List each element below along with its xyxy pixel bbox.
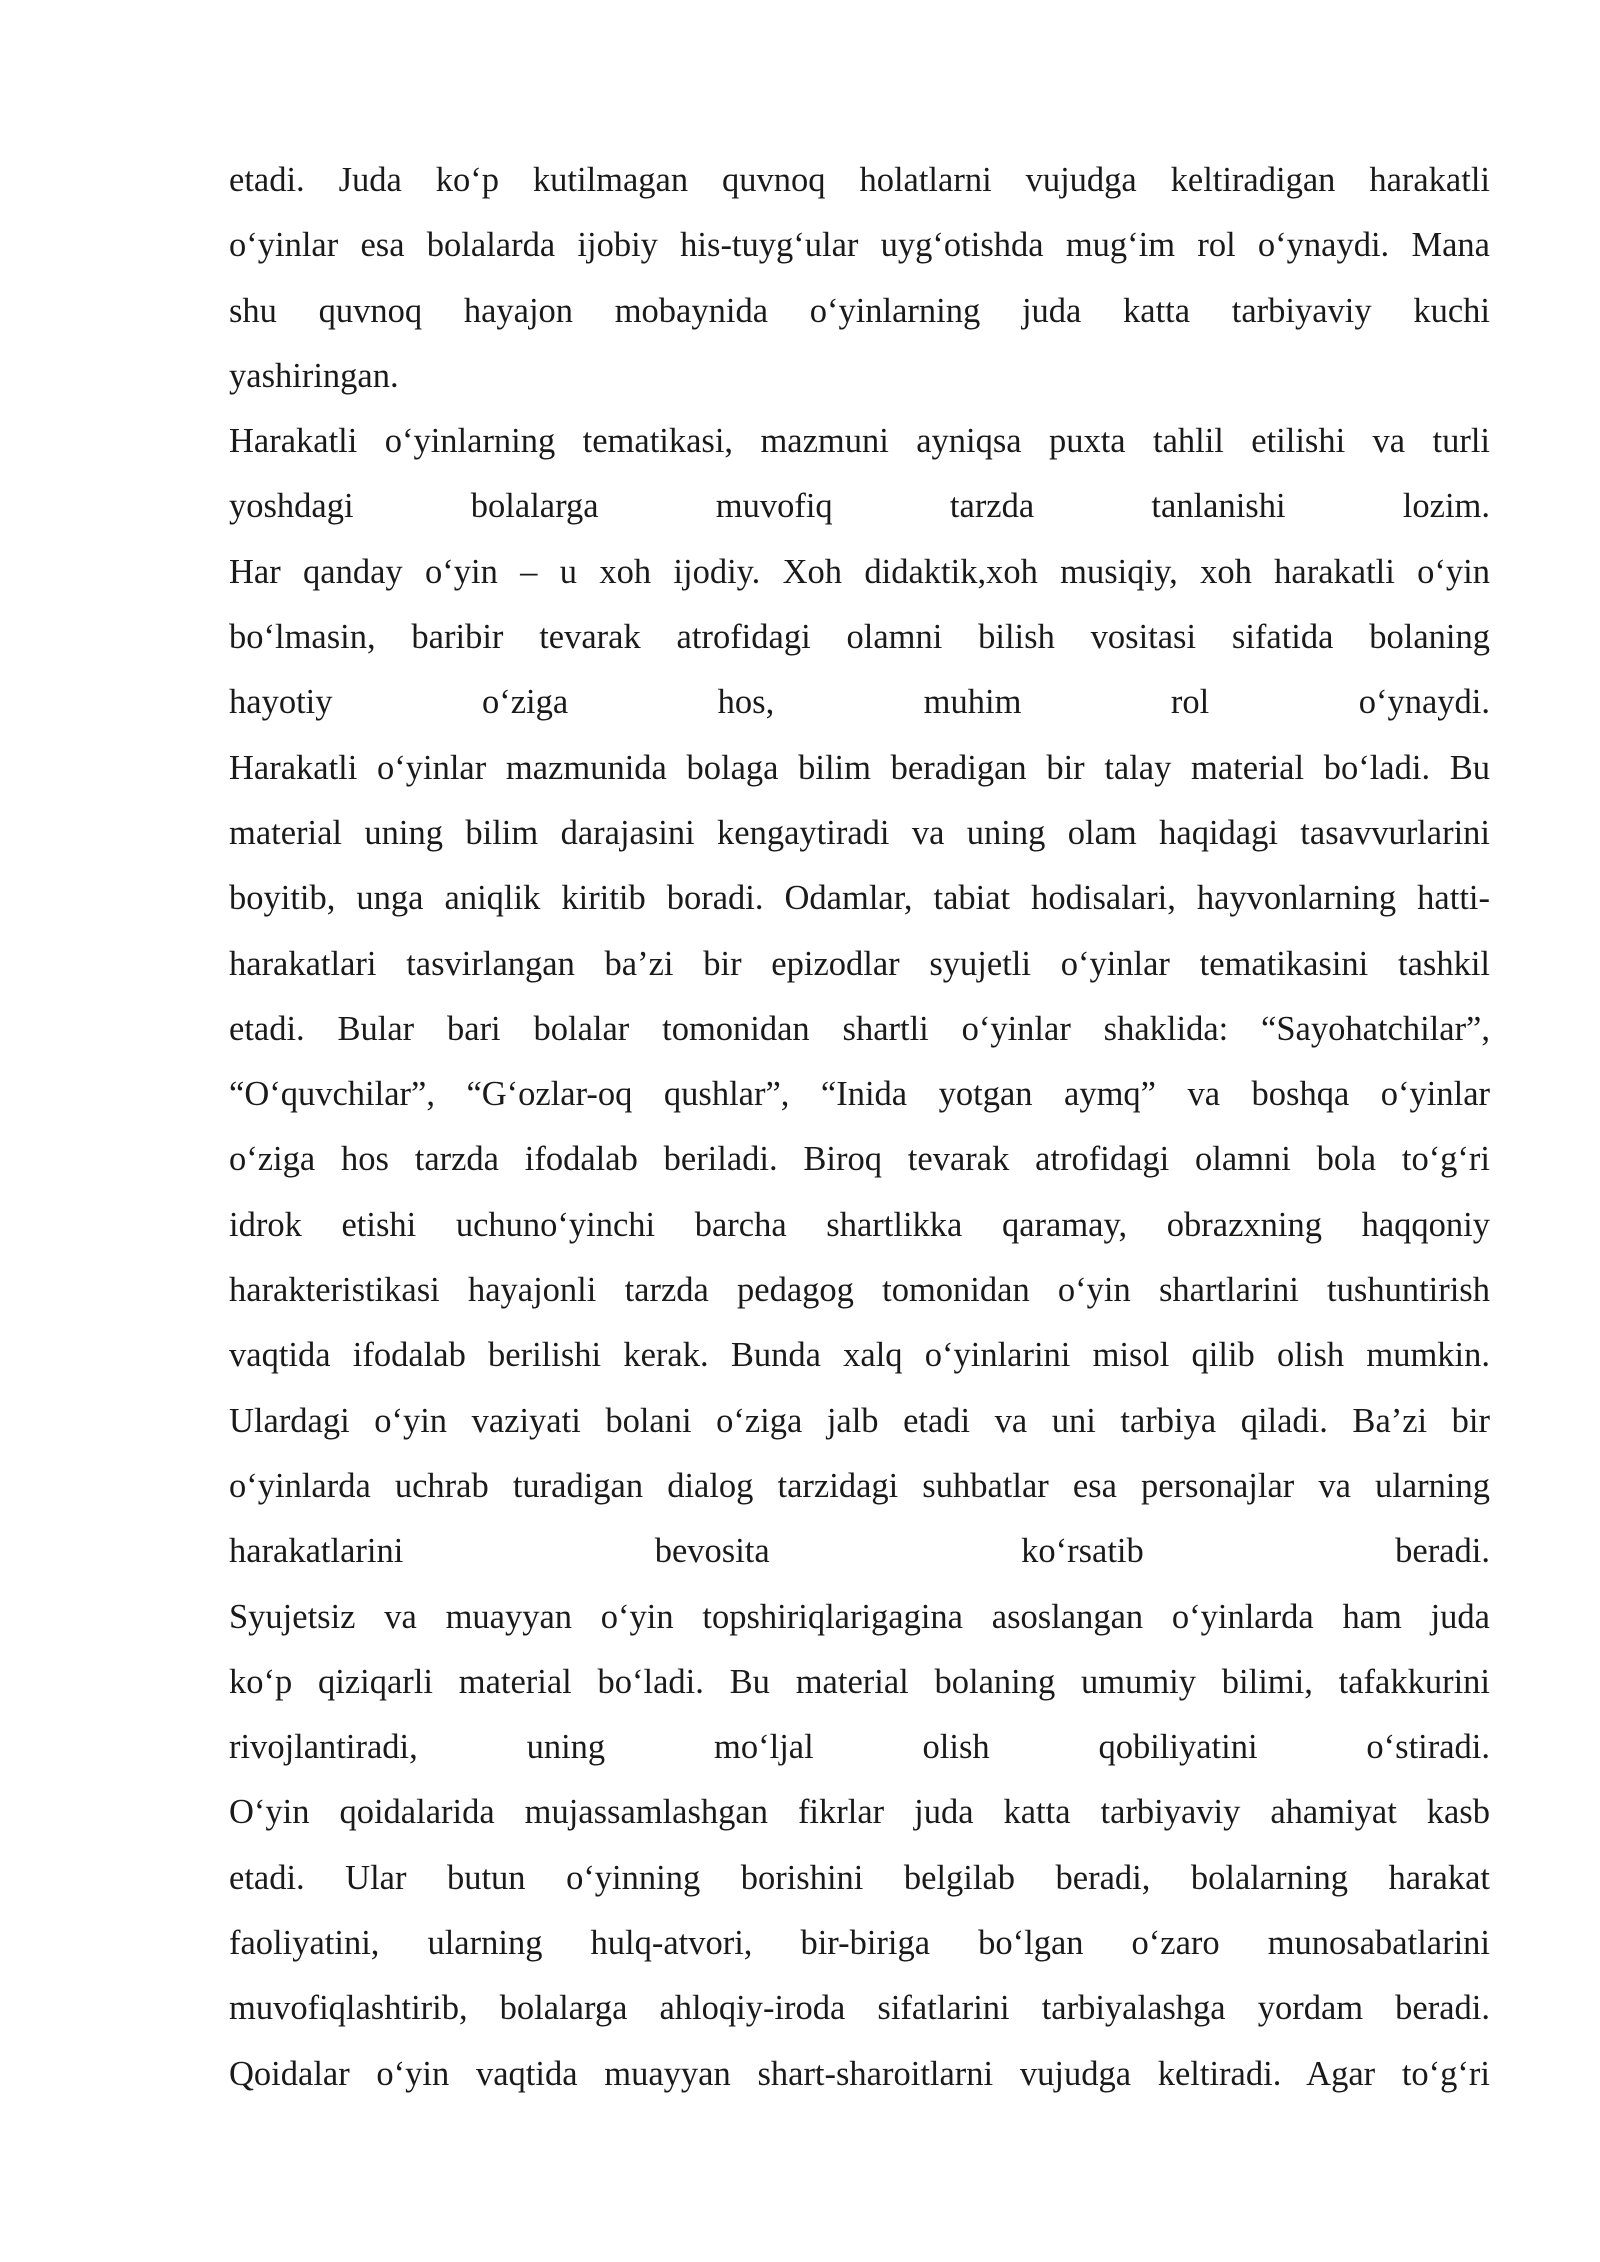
- text-line: Qoidalar o‘yin vaqtida muayyan shart-sharoitlarni vujudga keltiradi. Agar to‘g‘ri: [229, 2054, 1490, 2093]
- text-line: vaqtida ifodalab berilishi kerak. Bunda xalq o‘yinlarini misol qilib olish mumkin.: [229, 1336, 1490, 1375]
- text-line: yashiringan.: [229, 356, 399, 395]
- text-line: yoshdagi bolalarga muvofiq tarzda tanlanishi lozim.: [229, 487, 1490, 526]
- text-line: material uning bilim darajasini kengaytiradi va uning olam haqidagi tasavvurlarini: [229, 813, 1490, 852]
- text-line: harakatlarini bevosita ko‘rsatib beradi.: [229, 1532, 1490, 1571]
- text-line: o‘yinlar esa bolalarda ijobiy his-tuyg‘ular uyg‘otishda mug‘im rol o‘ynaydi. Mana: [229, 226, 1490, 265]
- text-line: Harakatli o‘yinlar mazmunida bolaga bilim beradigan bir talay material bo‘ladi. Bu: [229, 748, 1490, 787]
- text-line: muvofiqlashtirib, bolalarga ahloqiy-iroda sifatlarini tarbiyalashga yordam beradi.: [229, 1989, 1490, 2028]
- text-line: rivojlantiradi, uning mo‘ljal olish qobiliyatini o‘stiradi.: [229, 1728, 1490, 1767]
- text-line: faoliyatini, ularning hulq-atvori, bir-biriga bo‘lgan o‘zaro munosabatlarini: [229, 1924, 1490, 1963]
- text-line: shu quvnoq hayajon mobaynida o‘yinlarning juda katta tarbiyaviy kuchi: [229, 291, 1490, 330]
- body-text: [229, 148, 1490, 2107]
- text-line: etadi. Ular butun o‘yinning borishini belgilab beradi, bolalarning harakat: [229, 1858, 1490, 1897]
- text-line: etadi. Juda ko‘p kutilmagan quvnoq holatlarni vujudga keltiradigan harakatli: [229, 161, 1490, 199]
- text-line: hayotiy o‘ziga hos, muhim rol o‘ynaydi.: [229, 683, 1490, 722]
- text-line: harakteristikasi hayajonli tarzda pedagog tomonidan o‘yin shartlarini tushuntirish: [229, 1271, 1490, 1310]
- text-line: “O‘quvchilar”, “G‘ozlar-oq qushlar”, “Inida yotgan aymq” va boshqa o‘yinlar: [229, 1075, 1490, 1114]
- text-line: Syujetsiz va muayyan o‘yin topshiriqlarigagina asoslangan o‘yinlarda ham juda: [229, 1597, 1490, 1636]
- text-line: bo‘lmasin, baribir tevarak atrofidagi olamni bilish vositasi sifatida bolaning: [229, 618, 1490, 657]
- text-line: Harakatli o‘yinlarning tematikasi, mazmuni ayniqsa puxta tahlil etilishi va turli: [229, 422, 1490, 461]
- text-line: boyitib, unga aniqlik kiritib boradi. Odamlar, tabiat hodisalari, hayvonlarning hatti-: [229, 879, 1490, 918]
- text-line: ko‘p qiziqarli material bo‘ladi. Bu material bolaning umumiy bilimi, tafakkurini: [229, 1662, 1490, 1701]
- text-line: o‘yinlarda uchrab turadigan dialog tarzidagi suhbatlar esa personajlar va ularning: [229, 1466, 1490, 1505]
- text-line: o‘ziga hos tarzda ifodalab beriladi. Biroq tevarak atrofidagi olamni bola to‘g‘ri: [229, 1140, 1490, 1179]
- text-line: etadi. Bular bari bolalar tomonidan shartli o‘yinlar shaklida: “Sayohatchilar”,: [229, 1009, 1490, 1048]
- text-line: idrok etishi uchuno‘yinchi barcha shartlikka qaramay, obrazxning haqqoniy: [229, 1205, 1490, 1244]
- text-line: harakatlari tasvirlangan ba’zi bir epizodlar syujetli o‘yinlar tematikasini tashkil: [229, 944, 1490, 983]
- text-line: O‘yin qoidalarida mujassamlashgan fikrlar juda katta tarbiyaviy ahamiyat kasb: [229, 1793, 1490, 1832]
- text-line: Har qanday o‘yin – u xoh ijodiy. Xoh didaktik,xoh musiqiy, xoh harakatli o‘yin: [229, 552, 1490, 591]
- text-line: Ulardagi o‘yin vaziyati bolani o‘ziga jalb etadi va uni tarbiya qiladi. Ba’zi bir: [229, 1401, 1490, 1440]
